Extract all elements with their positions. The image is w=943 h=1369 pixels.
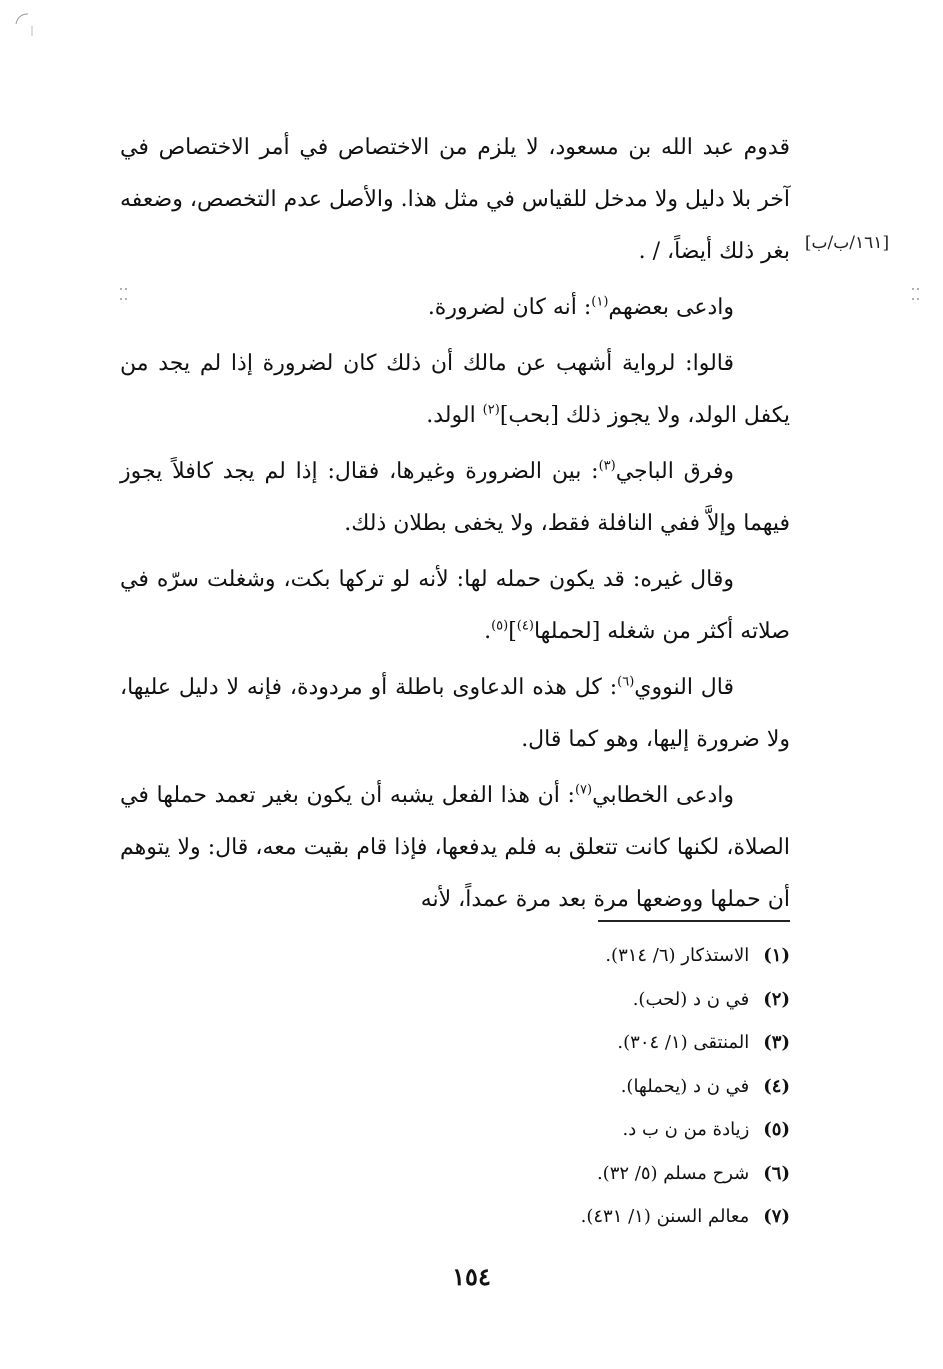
footnote-text: في ن د (يحملها). [620,1075,750,1097]
footnote-text: المنتقى (١/ ٣٠٤). [617,1032,750,1053]
footnote-number: (٥) [763,1119,790,1140]
paragraph [120,554,790,658]
paragraph-text: : كل هذه الدعاوى باطلة أو مردودة، فإنه لا دليل عليها، ولا ضرورة إليها، وهو كما قال. [120,675,790,752]
footnote-marker: (٣) [598,458,616,474]
main-text [120,122,790,930]
footnote-separator [598,920,790,922]
paragraph-text: : أن هذا الفعل يشبه أن يكون بغير تعمد حملها في الصلاة، لكنها كانت تتعلق به فلم يدفعها، فإذا قام بقيت معه، قال: ولا يتوهم أن حملها ووضعها مرة بعد مرة عمداً، لأنه [120,783,790,912]
footnote-number: (١) [763,945,790,966]
footnote-number: (٦) [763,1162,790,1184]
footnote-number: (٣) [763,1032,790,1053]
footnote-item [380,1108,790,1152]
paragraph-text: وادعى بعضهم [608,295,734,320]
paragraph-text: : أنه كان لضرورة. [427,295,592,320]
paragraph [120,446,790,550]
footnote-text: في ن د (لحب). [632,988,750,1010]
scan-corner-mark [14,10,36,40]
paragraph-text: وفرق الباجي [615,459,734,484]
paragraph [120,122,790,278]
footnote-item [380,934,790,978]
footnote-marker: (٧) [574,782,593,798]
paragraph-text: . [484,619,492,644]
footnote-marker: (٦) [617,674,635,690]
paragraph [120,770,790,926]
footnote-marker: (١) [591,294,609,310]
footnotes-list [380,934,790,1239]
footnote-number: (٢) [763,988,790,1010]
paragraph-text: : بين الضرورة وغيرها، فقال: إذا لم يجد كافلاً يجوز فيهما وإلاَّ ففي النافلة فقط، ولا يخفى بطلان ذلك. [120,459,790,536]
margin-dots-right [910,285,924,315]
footnote-item [380,1152,790,1196]
footnote-item [380,1065,790,1109]
footnote-marker: (٢) [482,402,500,418]
footnote-marker: (٤) [516,618,534,634]
footnote-item [380,1021,790,1065]
footnote-item [380,1195,790,1239]
footnote-text: معالم السنن (١/ ٤٣١). [580,1206,750,1227]
paragraph-text: وادعى الخطابي [592,783,735,808]
footnote-number: (٧) [763,1206,790,1227]
paragraph [120,662,790,766]
footnote-marker: (٥) [491,618,509,634]
page-number: ١٥٤ [452,1262,491,1291]
paragraph-text: الولد. [426,403,483,428]
footnote-item [380,978,790,1022]
paragraph-text: قالوا: لرواية أشهب عن مالك أن ذلك كان لضرورة إذا لم يجد من يكفل الولد، ولا يجوز ذلك [بحب] [120,351,790,428]
paragraph [120,338,790,442]
paragraph-text: قدوم عبد الله بن مسعود، لا يلزم من الاختصاص في أمر الاختصاص في آخر بلا دليل ولا مدخل للقياس في مثل هذا. والأصل عدم التخصص، وضعفه بغر ذلك أيضاً، / . [120,135,790,264]
margin-manuscript-reference: [١٦١/ب/ب] [804,233,890,253]
paragraph [120,282,790,334]
footnote-text: زيادة من ن ب د. [622,1119,750,1140]
footnote-number: (٤) [763,1075,790,1097]
footnote-text: شرح مسلم (٥/ ٣٢). [596,1162,750,1184]
paragraph-text: قال النووي [634,675,734,700]
paragraph-text: ] [508,619,517,644]
footnote-text: الاستذكار (٦/ ٣١٤). [605,945,750,966]
paragraph-text: وقال غيره: قد يكون حمله لها: لأنه لو تركها بكت، وشغلت سرّه في صلاته أكثر من شغله [لحملها [120,567,790,644]
